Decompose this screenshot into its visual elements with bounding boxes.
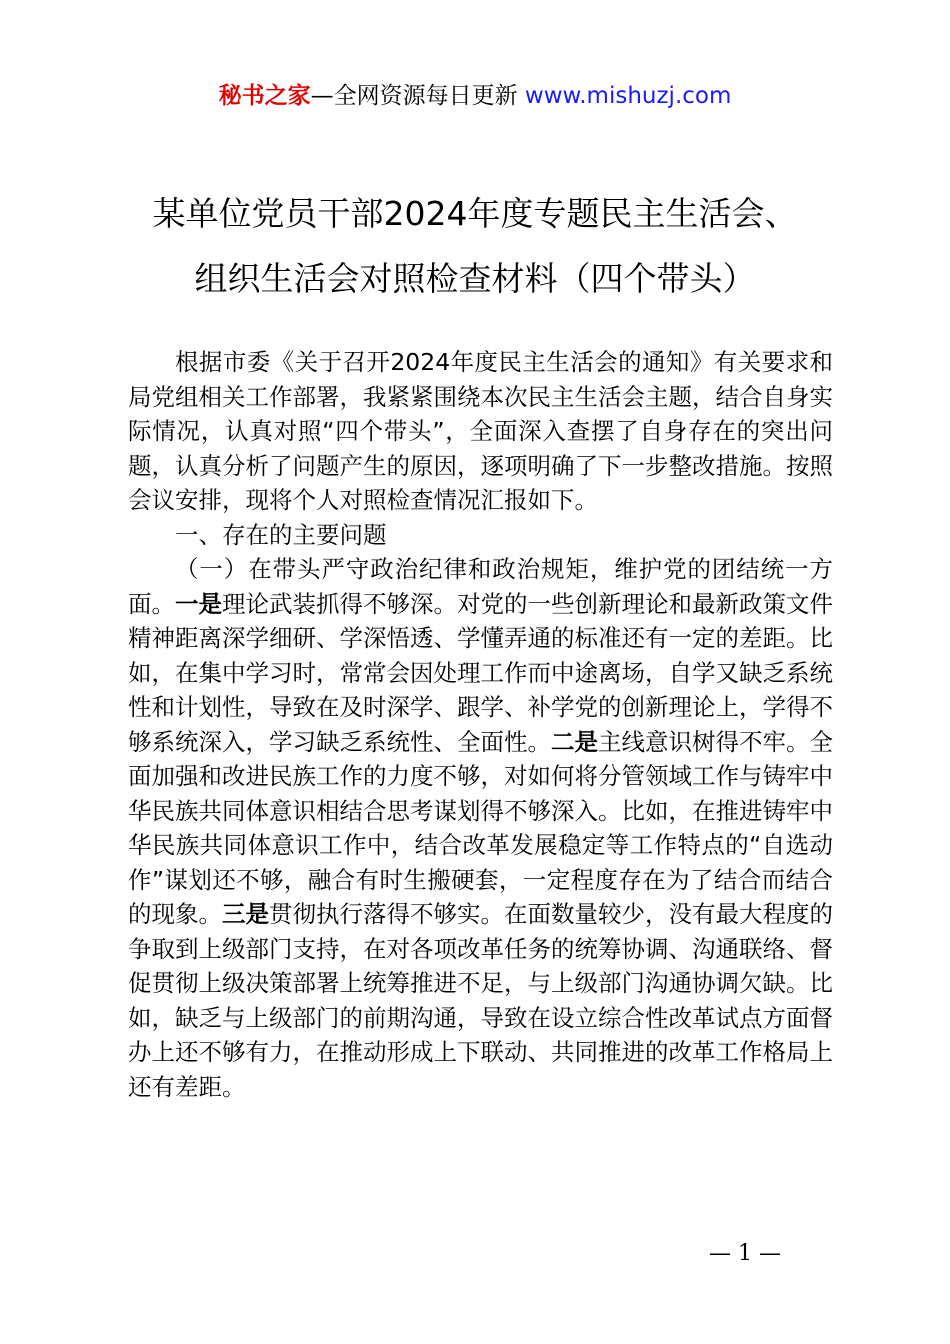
point-1-label: 一是 xyxy=(175,589,222,618)
site-tagline: —全网资源每日更新 xyxy=(310,83,525,109)
point-2-label: 二是 xyxy=(551,727,598,756)
point-3-label: 三是 xyxy=(222,900,269,928)
intro-paragraph: 根据市委《关于召开2024年度民主生活会的通知》有关要求和局党组相关工作部署，我紧紧围绕本次民主生活会主题，结合自身实际情况，认真对照“四个带头”，全面深入查摆了自身存在的突出问题，认真分析了问题产生的原因，逐项明确了下一步整改措施。按照会议安排，现将个人对照检查情况汇报如下。 xyxy=(128,348,833,514)
site-header xyxy=(0,80,950,112)
site-brand: 秘书之家 xyxy=(218,83,311,109)
page-number: — 1 — xyxy=(709,1241,781,1266)
subsection-heading: （一）在带头严守政治纪律和政治规矩，维护党的团结统一方面。 xyxy=(128,555,833,618)
document-title-line-2: 组织生活会对照检查材料（四个带头） xyxy=(194,259,756,298)
section-heading: 一、存在的主要问题 xyxy=(175,520,387,549)
point-1-text: 理论武装抓得不够深。对党的一些创新理论和最新政策文件精神距离深学细研、学深悟透、学懂弄通的标准还有一定的差距。比如，在集中学习时，常常会因处理工作而中途离场，自学又缺乏系统性和计划性，导致在及时深学、跟学、补学党的创新理论上，学得不够系统深入，学习缺乏系统性、全面性。 xyxy=(128,589,833,756)
subsection-paragraph xyxy=(128,552,833,1104)
site-url-link[interactable]: www.mishuzj.com xyxy=(524,83,732,109)
point-3-text: 贯彻执行落得不够实。在面数量较少，没有最大程度的争取到上级部门支持，在对各项改革任务的统筹协调、沟通联络、督促贯彻上级决策部署上统筹推进不足，与上级部门沟通协调欠缺。比如，缺乏与上级部门的前期沟通，导致在设立综合性改革试点方面督办上还不够有力，在推动形成上下联动、共同推进的改革工作格局上还有差距。 xyxy=(128,900,833,1101)
document-body xyxy=(128,345,833,1104)
point-2-text: 主线意识树得不牢。全面加强和改进民族工作的力度不够，对如何将分管领域工作与铸牢中华民族共同体意识相结合思考谋划得不够深入。比如，在推进铸牢中华民族共同体意识工作中，结合改革发展稳定等工作特点的“自选动作”谋划还不够，融合有时生搬硬套，一定程度存在为了结合而结合的现象。 xyxy=(128,727,833,928)
document-title-line-1: 某单位党员干部2024年度专题民主生活会、 xyxy=(152,194,798,233)
